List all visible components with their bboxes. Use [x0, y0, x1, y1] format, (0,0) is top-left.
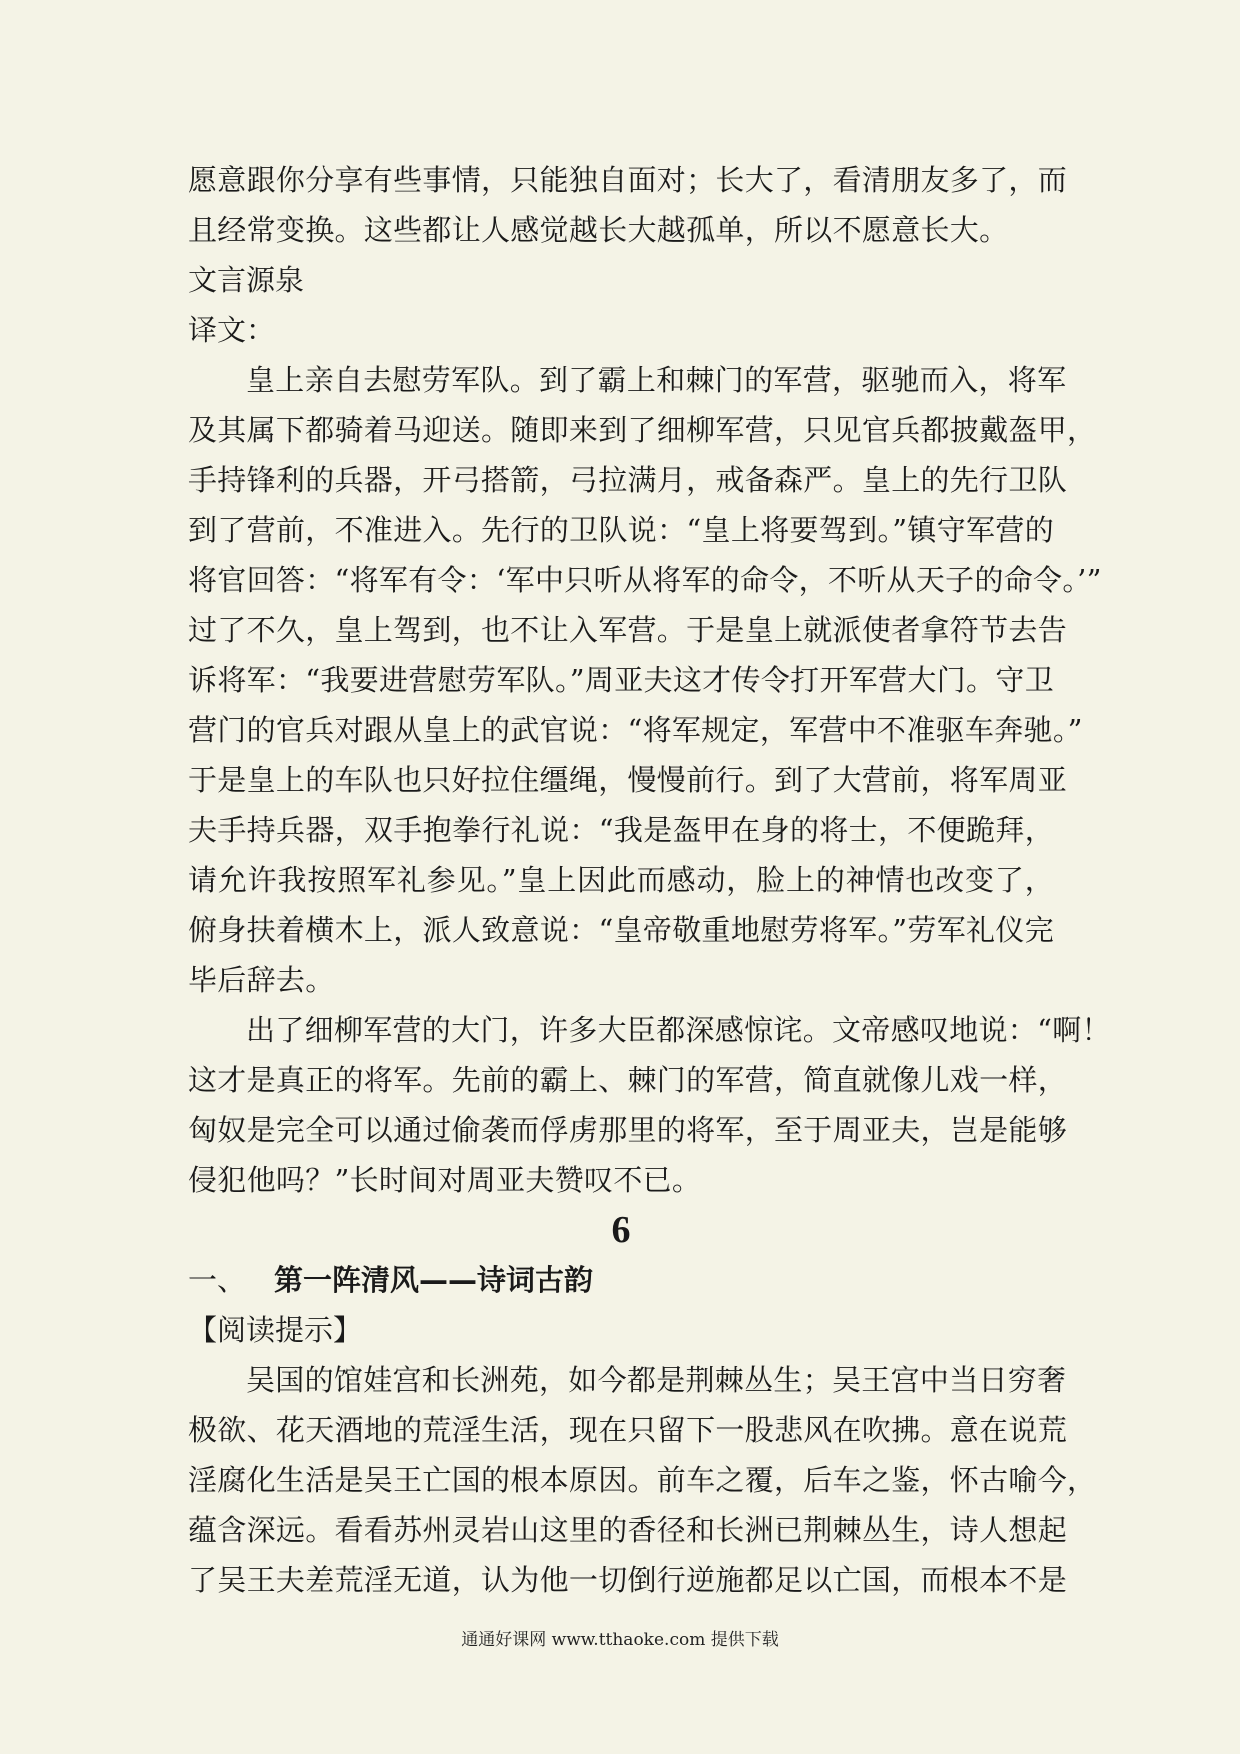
text-line: 到了营前，不准进入。先行的卫队说：“皇上将要驾到。”镇守军营的 [188, 513, 1054, 547]
translation-paragraph-1 [188, 355, 1102, 1005]
text-line: 夫手持兵器，双手抱拳行礼说：“我是盔甲在身的将士，不便跪拜， [188, 813, 1054, 847]
text-line: 俯身扶着横木上，派人致意说：“皇帝敬重地慰劳将军。”劳军礼仪完 [188, 913, 1054, 947]
text-line: 吴国的馆娃宫和长洲苑，如今都是荆棘丛生；吴王宫中当日穷奢 [246, 1363, 1067, 1397]
reading-tip-paragraph [188, 1355, 1097, 1605]
document-page [188, 155, 1111, 1605]
text-line: 毕后辞去。 [188, 963, 335, 997]
text-line: 蕴含深远。看看苏州灵岩山这里的香径和长洲已荆棘丛生，诗人想起 [188, 1513, 1068, 1547]
text-line: 过了不久，皇上驾到，也不让入军营。于是皇上就派使者拿符节去告 [188, 613, 1068, 647]
text-line: 出了细柳军营的大门，许多大臣都深感惊诧。文帝感叹地说：“啊！ [246, 1013, 1111, 1047]
text-line: 手持锋利的兵器，开弓搭箭，弓拉满月，戒备森严。皇上的先行卫队 [188, 463, 1068, 497]
section-source-label: 文言源泉 [188, 263, 305, 297]
translation-label: 译文： [188, 313, 276, 347]
reading-tip-label: 【阅读提示】 [188, 1313, 363, 1347]
translation-paragraph-2 [188, 1005, 1111, 1205]
text-line: 将官回答：“将军有令：‘军中只听从将军的命令，不听从天子的命令。’” [188, 563, 1102, 597]
page-footer: 通通好课网 www.tthaoke.com 提供下载 [461, 1630, 779, 1650]
text-line: 皇上亲自去慰劳军队。到了霸上和棘门的军营，驱驰而入，将军 [246, 363, 1067, 397]
text-line: 极欲、花天酒地的荒淫生活，现在只留下一股悲风在吹拂。意在说荒 [188, 1413, 1068, 1447]
text-line: 了吴王夫差荒淫无道，认为他一切倒行逆施都足以亡国，而根本不是 [188, 1563, 1068, 1597]
section-title: 第一阵清风——诗词古韵 [274, 1263, 594, 1297]
text-line: 且经常变换。这些都让人感觉越长大越孤单，所以不愿意长大。 [188, 213, 1009, 247]
unit-number: 6 [611, 1209, 631, 1251]
text-line: 营门的官兵对跟从皇上的武官说：“将军规定，军营中不准驱车奔驰。” [188, 713, 1083, 747]
text-line: 诉将军：“我要进营慰劳军队。”周亚夫这才传令打开军营大门。守卫 [188, 663, 1054, 697]
continued-paragraph [188, 155, 1068, 255]
text-line: 请允许我按照军礼参见。”皇上因此而感动，脸上的神情也改变了， [188, 863, 1054, 897]
section-heading [188, 1255, 1054, 1305]
text-line: 于是皇上的车队也只好拉住缰绳，慢慢前行。到了大营前，将军周亚 [188, 763, 1068, 797]
text-line: 这才是真正的将军。先前的霸上、棘门的军营，简直就像儿戏一样， [188, 1063, 1068, 1097]
text-line: 淫腐化生活是吴王亡国的根本原因。前车之覆，后车之鉴，怀古喻今， [188, 1463, 1097, 1497]
text-line: 匈奴是完全可以通过偷袭而俘虏那里的将军，至于周亚夫，岂是能够 [188, 1113, 1068, 1147]
text-line: 侵犯他吗？”长时间对周亚夫赞叹不已。 [188, 1163, 702, 1197]
section-number: 一、 [188, 1263, 247, 1297]
text-line: 及其属下都骑着马迎送。随即来到了细柳军营，只见官兵都披戴盔甲， [188, 413, 1097, 447]
text-line: 愿意跟你分享有些事情，只能独自面对；长大了，看清朋友多了，而 [188, 163, 1068, 197]
